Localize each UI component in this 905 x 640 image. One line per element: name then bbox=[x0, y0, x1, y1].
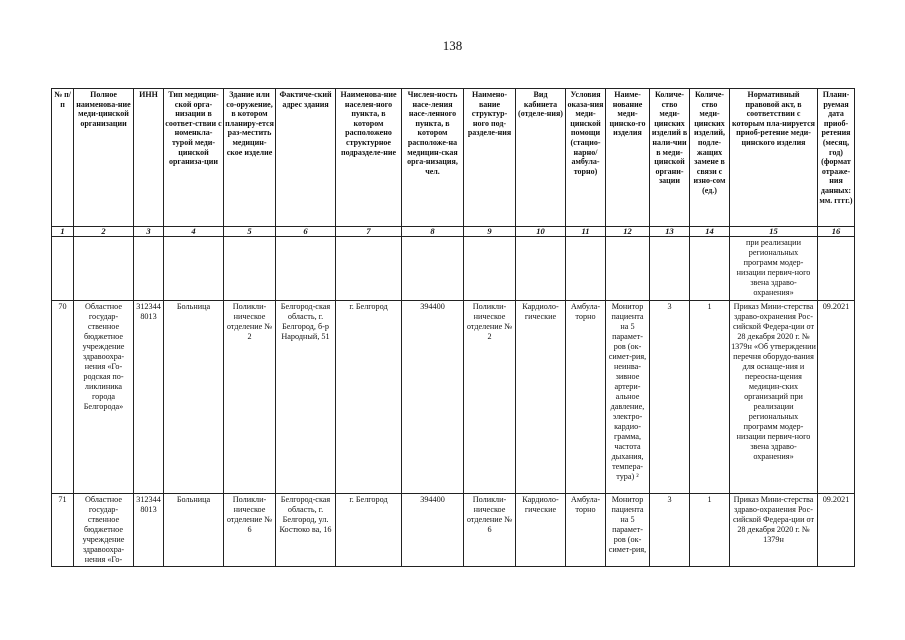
legal-act-cell: Приказ Мини-стерства здраво-охранения Рос-сийской Федера-ции от 28 декабря 2020 г. № 1379н bbox=[730, 494, 818, 567]
column-number: 13 bbox=[650, 227, 690, 237]
column-number: 14 bbox=[690, 227, 730, 237]
header-cell: ИНН bbox=[134, 89, 164, 227]
continuation-act-cell: при реализации региональных программ модер-низации первич-ного звена здраво-охранения» bbox=[730, 237, 818, 301]
table-row bbox=[52, 494, 855, 567]
qty-have-cell: 3 bbox=[650, 301, 690, 494]
equipment-register-table bbox=[51, 88, 855, 567]
header-cell: Тип медицин-ской орга-низации в соответ-ствии с номенкла-турой меди-цинской организа-ции bbox=[164, 89, 224, 227]
inn-cell: 312344 8013 bbox=[134, 494, 164, 567]
organization-name: Областное государ-ственное бюджетное учреждение здравоохра-нения «Го- bbox=[74, 494, 134, 567]
column-number: 8 bbox=[402, 227, 464, 237]
building-cell: Поликли-ническое отделение № 2 bbox=[224, 301, 276, 494]
population-cell: 394400 bbox=[402, 494, 464, 567]
header-cell: Условия оказа-ния меди-цинской помощи (стацио-нарно/ амбула-торно) bbox=[566, 89, 606, 227]
column-number: 3 bbox=[134, 227, 164, 237]
column-number: 7 bbox=[336, 227, 402, 237]
cabinet-cell: Кардиоло-гические bbox=[516, 301, 566, 494]
header-cell: Фактиче-ский адрес здания bbox=[276, 89, 336, 227]
address-cell: Белгород-ская область, г. Белгород, б-р Народный, 51 bbox=[276, 301, 336, 494]
header-cell: № п/п bbox=[52, 89, 74, 227]
column-number: 15 bbox=[730, 227, 818, 237]
settlement-cell: г. Белгород bbox=[336, 494, 402, 567]
header-cell: Наименова-ние населен-ного пункта, в котором расположено структурное подразделе-ние bbox=[336, 89, 402, 227]
building-cell: Поликли-ническое отделение № 6 bbox=[224, 494, 276, 567]
table-header-row bbox=[52, 89, 855, 227]
row-number: 70 bbox=[52, 301, 74, 494]
table-row bbox=[52, 301, 855, 494]
header-cell: Числен-ность насе-ления насе-ленного пункта, в котором расположе-на медицин-ская орга-низация, чел. bbox=[402, 89, 464, 227]
settlement-cell: г. Белгород bbox=[336, 301, 402, 494]
header-cell: Здание или со-оружение, в котором планиру-ется раз-местить медицин-ское изделие bbox=[224, 89, 276, 227]
org-type-cell: Больница bbox=[164, 494, 224, 567]
column-number: 16 bbox=[818, 227, 855, 237]
purchase-date-cell: 09.2021 bbox=[818, 301, 855, 494]
header-cell: Количе-ство меди-цинских изделий в нали-чии в меди-цинской органи-зации bbox=[650, 89, 690, 227]
column-number: 1 bbox=[52, 227, 74, 237]
column-number: 9 bbox=[464, 227, 516, 237]
conditions-cell: Амбула-торно bbox=[566, 301, 606, 494]
qty-replace-cell: 1 bbox=[690, 301, 730, 494]
page-number: 138 bbox=[442, 38, 463, 53]
header-cell: Вид кабинета (отделе-ния) bbox=[516, 89, 566, 227]
cabinet-cell: Кардиоло-гические bbox=[516, 494, 566, 567]
population-cell: 394400 bbox=[402, 301, 464, 494]
header-cell: Нормативный правовой акт, в соответствии с которым пла-нируется приоб-ретение меди-цинского изделия bbox=[730, 89, 818, 227]
address-cell: Белгород-ская область, г. Белгород, ул. Костюко ва, 16 bbox=[276, 494, 336, 567]
qty-have-cell: 3 bbox=[650, 494, 690, 567]
header-cell: Полное наименова-ние меди-цинской организации bbox=[74, 89, 134, 227]
inn-cell: 312344 8013 bbox=[134, 301, 164, 494]
column-number: 10 bbox=[516, 227, 566, 237]
header-cell: Наимено-вание структур-ного под-разделе-ния bbox=[464, 89, 516, 227]
row-number: 71 bbox=[52, 494, 74, 567]
continuation-row bbox=[52, 237, 855, 301]
device-cell: Монитор пациента на 5 парамет-ров (ок-симет-рия, bbox=[606, 494, 650, 567]
column-number: 6 bbox=[276, 227, 336, 237]
column-number: 12 bbox=[606, 227, 650, 237]
column-number: 2 bbox=[74, 227, 134, 237]
legal-act-cell: Приказ Мини-стерства здраво-охранения Рос-сийской Федера-ции от 28 декабря 2020 г. № 1379н «Об утверждении перечня оборудо-вания для оснаще-ния и переосна-щения медицин-ских организаций при реализации региональных программ модер-низации первич-ного звена здраво-охранения» bbox=[730, 301, 818, 494]
unit-cell: Поликли-ническое отделение № 6 bbox=[464, 494, 516, 567]
header-cell: Количе-ство меди-цинских изделий, подле-жащих замене в связи с изно-сом (ед.) bbox=[690, 89, 730, 227]
purchase-date-cell: 09.2021 bbox=[818, 494, 855, 567]
header-cell: Плани-руемая дата приоб-ретения (месяц, год) (формат отраже-ния данных: мм. гггг.) bbox=[818, 89, 855, 227]
header-cell: Наиме-нование меди-цинско-го изделия bbox=[606, 89, 650, 227]
column-number: 5 bbox=[224, 227, 276, 237]
column-number-row bbox=[52, 227, 855, 237]
qty-replace-cell: 1 bbox=[690, 494, 730, 567]
column-number: 4 bbox=[164, 227, 224, 237]
column-number: 11 bbox=[566, 227, 606, 237]
device-cell: Монитор пациента на 5 парамет-ров (ок-симет-рия, неинва-зивное артери-альное давление, электро-кардио-грамма, частота дыхания, темпера-тура) ² bbox=[606, 301, 650, 494]
conditions-cell: Амбула-торно bbox=[566, 494, 606, 567]
organization-name: Областное государ-ственное бюджетное учреждение здравоохра-нения «Го-родская по-ликлиника города Белгорода» bbox=[74, 301, 134, 494]
unit-cell: Поликли-ническое отделение № 2 bbox=[464, 301, 516, 494]
org-type-cell: Больница bbox=[164, 301, 224, 494]
